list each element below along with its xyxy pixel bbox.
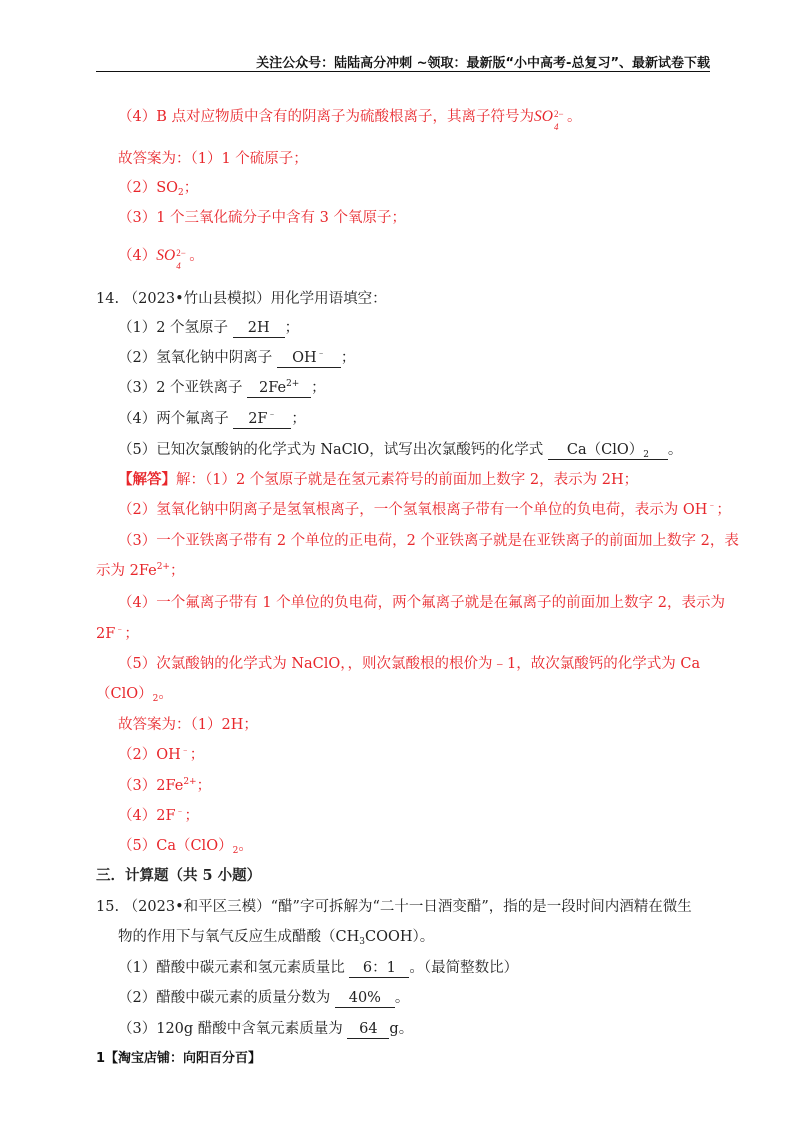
q14-s1-post: ；	[284, 320, 300, 336]
q14-f3-end: ；	[196, 778, 212, 794]
q15-s1-answer: 6：1	[349, 960, 409, 978]
q14-s1-answer: 2H	[233, 320, 285, 338]
q14-ans2-end: ；	[716, 502, 731, 518]
ion-charge: 2−	[176, 248, 186, 259]
q13-part4-line	[118, 107, 582, 133]
q14-ans3b-end: ；	[169, 563, 185, 579]
q13-a4-pre: （4）	[118, 248, 157, 264]
q14-final-2	[118, 745, 204, 765]
page-header: 关注公众号：陆陆高分冲刺 ~领取：最新版“小中高考-总复习”、最新试卷下载	[256, 56, 710, 71]
q14-ans4b-text: 2F	[96, 626, 116, 642]
q14-sub1	[118, 318, 299, 338]
q15-stem2-pre: 物的作用下与氧气反应生成醋酸（CH	[118, 929, 360, 945]
q14-f5-sub: 2	[232, 846, 239, 856]
q14-sub2	[118, 348, 355, 368]
q14-final-3	[118, 776, 211, 796]
q14-f4-text: （4）2F	[118, 808, 176, 824]
q14-sub3	[118, 378, 326, 398]
q14-s2-ans: OH	[292, 350, 317, 366]
q14-sub4	[118, 409, 306, 429]
q13-a2-pre: （2）SO	[118, 180, 179, 196]
q15-s3-answer: 64	[347, 1021, 389, 1039]
q15-sub3	[118, 1019, 413, 1039]
ion-subscript: 4	[553, 122, 559, 133]
q14-ans3b-text: 示为 2Fe	[96, 563, 157, 579]
q14-s4-post: ；	[291, 411, 306, 427]
q14-f2-sup: ﹣	[180, 746, 190, 756]
q14-solution-1	[118, 470, 638, 490]
q15-s2-pre: （2）醋酸中碳元素的质量分数为	[118, 990, 335, 1006]
q14-s2-sup: ﹣	[316, 349, 326, 359]
q15-s2-answer: 40%	[335, 990, 395, 1008]
sulfate-ion-formula-answer	[156, 247, 189, 272]
q14-ans5b-text: （ClO）	[96, 686, 153, 702]
q14-solution-4b	[96, 624, 139, 644]
q14-f4-sup: ﹣	[175, 807, 185, 817]
solution-tag: 【解答】	[118, 471, 176, 488]
q14-f5-end: 。	[238, 838, 253, 854]
q15-s1-pre: （1）醋酸中碳元素和氢元素质量比	[118, 960, 350, 976]
q13-answer-2	[118, 178, 198, 198]
q14-ans4b-sup: ﹣	[115, 625, 125, 635]
q14-s3-pre: （3）2 个亚铁离子	[118, 380, 248, 396]
q14-s2-post: ；	[340, 350, 356, 366]
q14-solution-2	[118, 500, 731, 520]
ion-base: SO	[534, 108, 553, 125]
q14-s5-post: 。	[667, 442, 683, 458]
sulfate-ion-formula	[534, 108, 567, 133]
q14-s5-ans: Ca（ClO）	[566, 442, 644, 458]
q14-s3-ans: 2Fe	[258, 380, 287, 396]
q14-stem: 14. （2023•竹山县模拟）用化学用语填空：	[96, 291, 387, 307]
q14-f2-text: （2）OH	[118, 747, 181, 763]
q14-s2-pre: （2）氢氧化钠中阴离子	[118, 350, 277, 366]
q14-f2-end: ；	[189, 747, 205, 763]
section-heading: 三．计算题（共 5 小题）	[96, 867, 262, 884]
q14-f3-text: （3）2Fe	[118, 778, 184, 794]
q14-s5-sub: 2	[643, 450, 649, 460]
q13-a2-post: ；	[183, 180, 199, 196]
q13-answer-4	[118, 246, 204, 272]
q15-stem-2	[118, 927, 434, 947]
q13-answer-title: 故答案为：（1）1 个硫原子；	[118, 151, 308, 167]
q15-s1-post: 。（最简整数比）	[409, 960, 519, 976]
ion-subscript: 4	[176, 261, 181, 272]
q14-solution-3b	[96, 561, 184, 581]
q15-sub1	[118, 958, 518, 978]
q14-s3-answer	[247, 380, 311, 398]
q14-s4-ans: 2F	[248, 411, 268, 427]
q14-s3-post: ；	[311, 380, 326, 396]
q14-solution-5b	[96, 684, 173, 704]
q13-answer-3: （3）1 个三氧化硫分子中含有 3 个氧原子；	[118, 210, 407, 226]
q14-ans2-sup: ﹣	[707, 501, 717, 511]
q14-final-4	[118, 806, 199, 826]
q14-solution-3a: （3）一个亚铁离子带有 2 个单位的正电荷，2 个亚铁离子就是在亚铁离子的前面加上数字 2，表	[118, 533, 739, 549]
q15-s3-pre: （3）120g 醋酸中含氧元素质量为	[118, 1021, 348, 1037]
q13-part4-end: 。	[566, 109, 582, 125]
header-rule	[96, 71, 710, 72]
q15-s3-post: g。	[389, 1021, 414, 1037]
q14-s3-sup: 2+	[286, 379, 300, 389]
q14-f5-text: （5）Ca（ClO）	[118, 838, 233, 854]
q14-ans5b-sub: 2	[152, 694, 159, 704]
q14-ans5b-end: 。	[158, 686, 173, 702]
q14-sub5	[118, 440, 682, 460]
q14-ans3b-sup: 2+	[156, 562, 170, 572]
q13-part4-text: （4）B 点对应物质中含有的阴离子为硫酸根离子，其离子符号为	[118, 109, 534, 125]
q14-final-title: 故答案为：（1）2H；	[118, 717, 258, 733]
q14-ans1-text: 解：（1）2 个氢原子就是在氢元素符号的前面加上数字 2，表示为 2H；	[176, 472, 639, 488]
page-footer: 1【淘宝店铺：向阳百分百】	[96, 1051, 262, 1066]
q14-ans4b-end: ；	[124, 626, 139, 642]
q15-sub2	[118, 988, 409, 1008]
q14-solution-5a: （5）次氯酸钠的化学式为 NaClO，，则次氯酸根的根价为﹣1，故次氯酸钙的化学式为 Ca	[118, 656, 701, 672]
q14-f4-end: ；	[184, 808, 200, 824]
q13-a2-sub: 2	[178, 188, 184, 198]
q14-s2-answer	[277, 350, 341, 368]
q14-s1-pre: （1）2 个氢原子	[118, 320, 233, 336]
q15-s2-post: 。	[394, 990, 410, 1006]
q15-stem-1: 15. （2023•和平区三模）“醋”字可拆解为“二十一日酒变醋”，指的是一段时间内酒精在微生	[96, 899, 692, 915]
ion-charge: 2−	[553, 109, 564, 120]
q14-ans2-text: （2）氢氧化钠中阴离子是氢氧根离子，一个氢氧根离子带有一个单位的负电荷，表示为 OH	[118, 502, 708, 518]
q14-f3-sup: 2+	[183, 777, 197, 787]
q14-s4-sup: ﹣	[267, 410, 277, 420]
q14-s5-pre: （5）已知次氯酸钠的化学式为 NaClO，试写出次氯酸钙的化学式	[118, 442, 548, 458]
q15-stem2-sub: 3	[359, 937, 365, 947]
q14-s4-pre: （4）两个氟离子	[118, 411, 234, 427]
q13-a4-end: 。	[189, 248, 204, 264]
q14-final-5	[118, 836, 253, 856]
q14-s4-answer	[233, 411, 291, 429]
q14-solution-4a: （4）一个氟离子带有 1 个单位的负电荷，两个氟离子就是在氟离子的前面加上数字 2，表示为	[118, 595, 725, 611]
ion-base: SO	[156, 247, 176, 264]
q14-s5-answer	[548, 442, 668, 460]
q15-stem2-post: COOH）。	[364, 929, 435, 945]
